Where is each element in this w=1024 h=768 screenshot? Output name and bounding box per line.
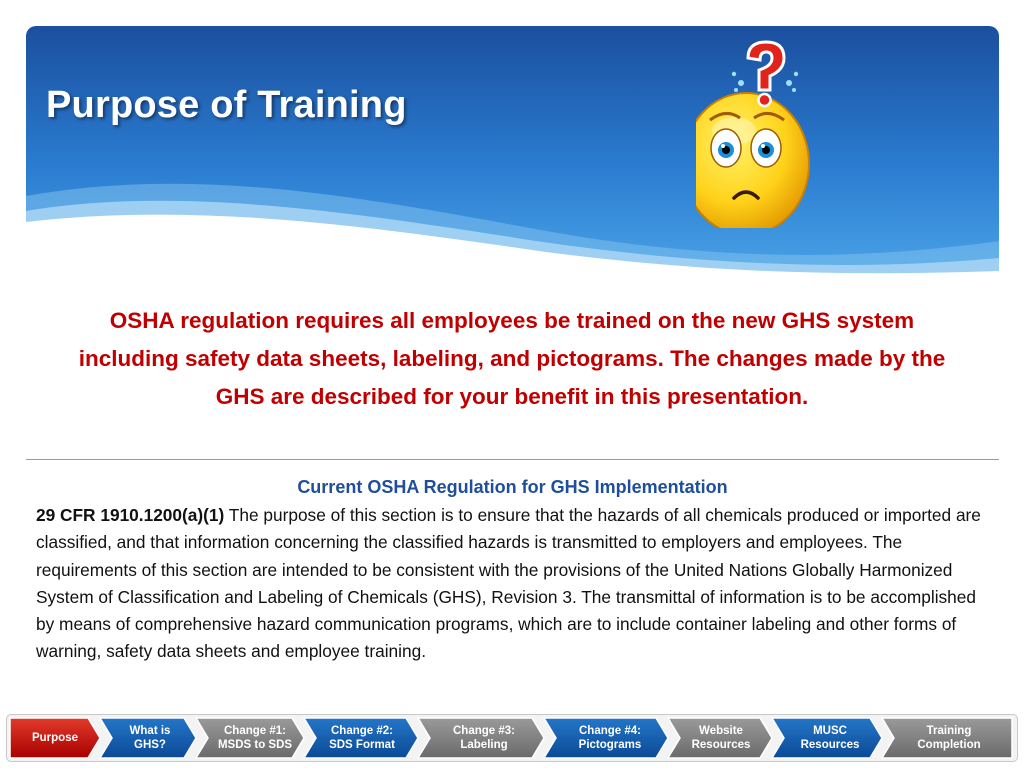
nav-item-label-line2: Pictograms: [578, 739, 642, 751]
nav-item-label-line1: Website: [699, 725, 743, 737]
nav-item-what-is-ghs[interactable]: [106, 714, 194, 762]
nav-item-label-line1: What is: [129, 725, 171, 737]
nav-item-label-line1: Change #1:: [224, 725, 286, 737]
header-background: [26, 26, 999, 276]
nav-item-label-line1: MUSC: [813, 725, 847, 737]
nav-item-change-4[interactable]: [556, 714, 664, 762]
nav-item-training-completion[interactable]: [894, 714, 1004, 762]
nav-item-musc-resources[interactable]: [784, 714, 876, 762]
regulation-heading: Current OSHA Regulation for GHS Implementation: [297, 477, 728, 497]
nav-item-label-line2: Resources: [800, 739, 860, 751]
nav-item-label-line1: Change #3:: [453, 725, 515, 737]
section-divider: [26, 459, 999, 460]
regulation-text: The purpose of this section is to ensure that the hazards of all chemicals produced or imported are classified, and that information concerning the classified hazards is transmitted to employers and employees. The requirements of this section are intended to be consistent with the provisions of the United Nations Globally Harmonized System of Classification and Labeling of Chemicals (GHS), Revision 3. The transmittal of information is to be accomplished by means of comprehensive hazard communication programs, which are to include container labeling and other forms of warning, safety data sheets and employee training.: [36, 505, 981, 662]
confused-face-icon: [696, 38, 836, 228]
nav-item-website-resources[interactable]: [676, 714, 766, 762]
nav-item-label-line1: Training: [926, 725, 972, 737]
nav-item-label-line2: SDS Format: [329, 739, 395, 751]
nav-item-label-line1: Change #2:: [331, 725, 393, 737]
intro-text: OSHA regulation requires all employees be trained on the new GHS system including safety data sheets, labeling, and pictograms. The changes made by the GHS are described for your benefit in this presentation.: [78, 308, 946, 409]
nav-item-change-2[interactable]: [314, 714, 410, 762]
slide-header: [26, 26, 999, 276]
nav-item-label-line2: Labeling: [460, 739, 508, 751]
nav-item-label-line2: Resources: [691, 739, 751, 751]
nav-item-change-1[interactable]: [206, 714, 304, 762]
nav-item-label-line2: Completion: [917, 739, 981, 751]
nav-item-label: Purpose: [31, 732, 78, 744]
nav-item-label-line1: Change #4:: [579, 725, 641, 737]
nav-item-label-line2: MSDS to SDS: [217, 739, 293, 751]
nav-item-purpose[interactable]: [14, 714, 96, 762]
nav-item-change-3[interactable]: [432, 714, 536, 762]
nav-item-label-line2: GHS?: [134, 739, 166, 751]
slide-title: Purpose of Training: [46, 84, 407, 126]
regulation-body: [36, 502, 992, 666]
regulation-citation: 29 CFR 1910.1200(a)(1): [36, 505, 225, 525]
